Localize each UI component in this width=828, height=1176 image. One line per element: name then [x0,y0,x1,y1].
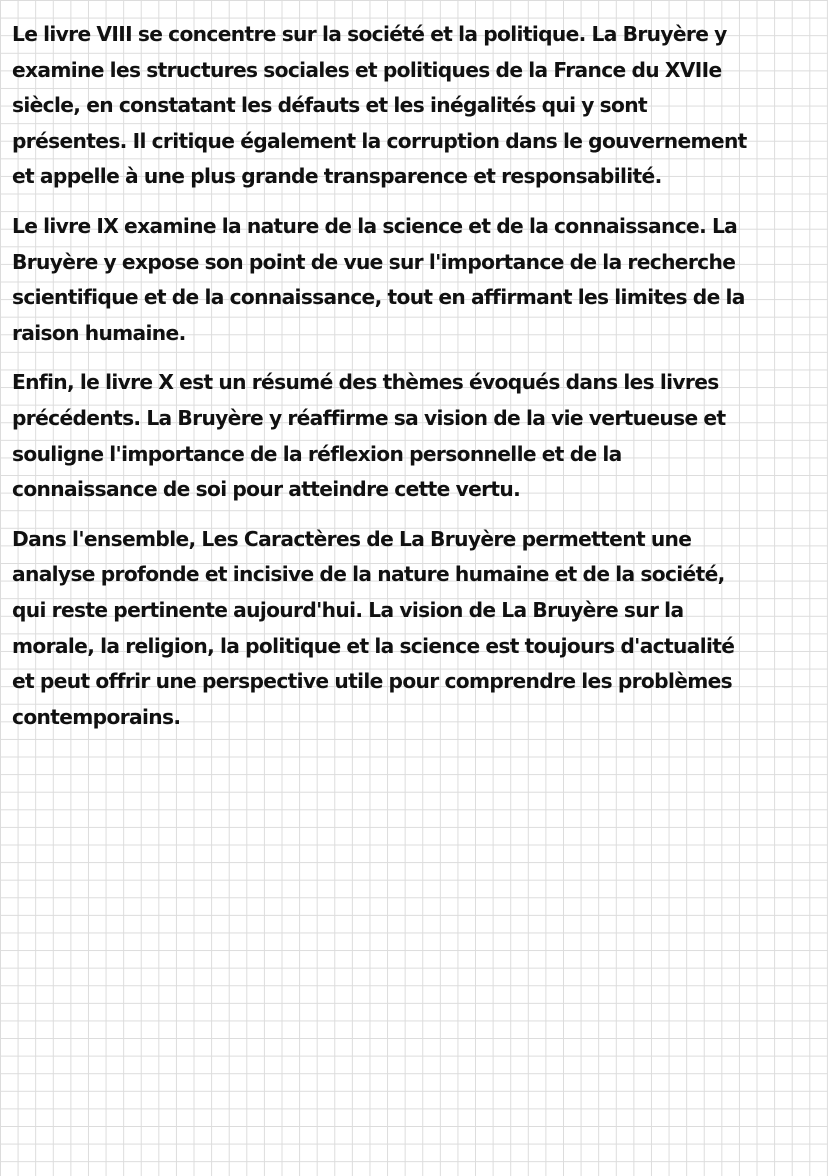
text-line: examine les structures sociales et politiques de la France du XVIIe [12,57,722,82]
text-line: connaissance de soi pour atteindre cette vertu. [12,477,521,502]
text-line: qui reste pertinente aujourd'hui. La vision de La Bruyère sur la [12,597,684,622]
text-line: raison humaine. [12,320,186,345]
text-line: Bruyère y expose son point de vue sur l'importance de la recherche [12,249,736,274]
paragraph-conclusion [12,522,818,736]
text-line: scientifique et de la connaissance, tout en affirmant les limites de la [12,285,745,310]
text-line: siècle, en constatant les défauts et les inégalités qui y sont [12,93,647,118]
document-page [12,17,818,749]
text-line: présentes. Il critique également la corruption dans le gouvernement [12,128,747,153]
text-line: et appelle à une plus grande transparence et responsabilité. [12,164,662,189]
text-line: Le livre IX examine la nature de la science et de la connaissance. La [12,213,738,238]
text-line: et peut offrir une perspective utile pour comprendre les problèmes [12,669,733,694]
paragraph-livre-x [12,365,818,507]
text-line: Le livre VIII se concentre sur la société et la politique. La Bruyère y [12,22,727,46]
text-line: analyse profonde et incisive de la nature humaine et de la société, [12,562,725,587]
text-line: précédents. La Bruyère y réaffirme sa vision de la vie vertueuse et [12,405,726,430]
text-line: Enfin, le livre X est un résumé des thèmes évoqués dans les livres [12,370,719,395]
paragraph-livre-ix [12,209,818,351]
text-line: contemporains. [12,704,181,729]
paragraph-livre-viii [12,17,818,195]
text-line: souligne l'importance de la réflexion personnelle et de la [12,441,622,466]
text-line: Dans l'ensemble, Les Caractères de La Bruyère permettent une [12,526,692,551]
text-line: morale, la religion, la politique et la science est toujours d'actualité [12,633,735,658]
